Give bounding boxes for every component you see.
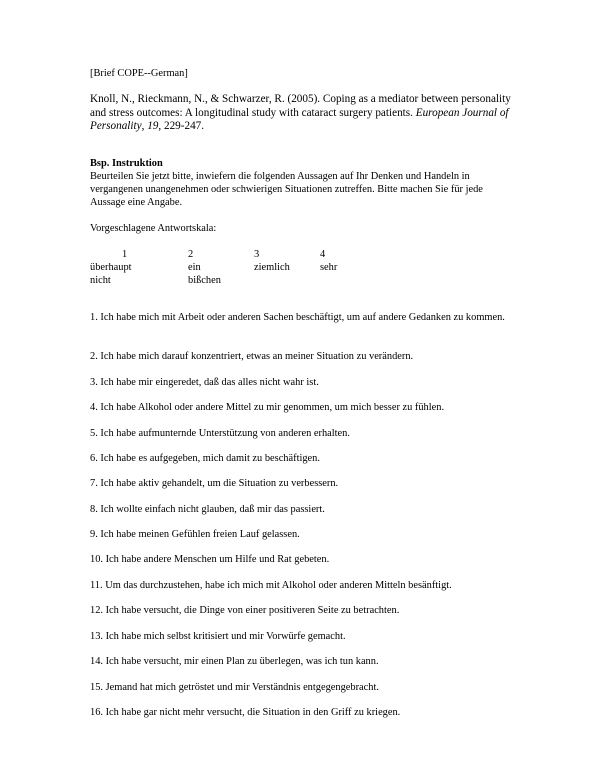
scale-option-2 [188, 248, 221, 287]
item-2: 2. Ich habe mich darauf konzentriert, etwas an meiner Situation zu verändern. [90, 351, 414, 362]
citation [90, 93, 520, 134]
scale-option-3 [254, 248, 290, 274]
item-9: 9. Ich habe meinen Gefühlen freien Lauf gelassen. [90, 529, 300, 540]
item-14: 14. Ich habe versucht, mir einen Plan zu überlegen, was ich tun kann. [90, 656, 379, 667]
scale-label-line1: sehr [320, 262, 338, 273]
item-16: 16. Ich habe gar nicht mehr versucht, die Situation in den Griff zu kriegen. [90, 707, 401, 718]
citation-journal: European Journal of Personality [90, 106, 509, 133]
scale-number: 4 [320, 249, 326, 260]
scale-label-line1: ziemlich [254, 262, 290, 273]
scale-label-line2: bißchen [188, 275, 221, 286]
scale-label: Vorgeschlagene Antwortskala: [90, 223, 217, 234]
item-5: 5. Ich habe aufmunternde Unterstützung von anderen erhalten. [90, 428, 350, 439]
instruction-text: Beurteilen Sie jetzt bitte, inwiefern die folgenden Aussagen auf Ihr Denken und Handeln in vergangenen unangenehmen oder schwierigen Situationen zutreffen. Bitte machen Sie für jede Aussage eine Angabe. [90, 171, 483, 208]
scale-option-4 [320, 248, 337, 274]
item-3: 3. Ich habe mir eingeredet, daß das alles nicht wahr ist. [90, 377, 319, 388]
item-7: 7. Ich habe aktiv gehandelt, um die Situation zu verbessern. [90, 478, 339, 489]
citation-pages: , 229-247. [158, 120, 205, 133]
item-10: 10. Ich habe andere Menschen um Hilfe und Rat gebeten. [90, 554, 330, 565]
citation-authors: Knoll, N., Rieckmann, N., & Schwarzer, R. (2005). Coping as a mediator between personality and stress outcomes: A longitudinal study with cataract surgery patients. [90, 93, 511, 119]
scale-number: 3 [254, 249, 260, 260]
item-15: 15. Jemand hat mich getröstet und mir Verständnis entgegengebracht. [90, 682, 379, 693]
scale-number: 1 [122, 249, 128, 260]
item-13: 13. Ich habe mich selbst kritisiert und mir Vorwürfe gemacht. [90, 631, 346, 642]
scale-label-line1: überhaupt [90, 262, 132, 273]
scale-label-line2: nicht [90, 275, 111, 286]
item-6: 6. Ich habe es aufgegeben, mich damit zu beschäftigen. [90, 453, 320, 464]
item-11: 11. Um das durchzustehen, habe ich mich mit Alkohol oder anderen Mitteln besänftigt. [90, 580, 452, 591]
scale-option-1 [90, 248, 132, 287]
document-header-tag: [Brief COPE--German] [90, 68, 188, 79]
item-8: 8. Ich wollte einfach nicht glauben, daß mir das passiert. [90, 504, 325, 515]
citation-separator: , [141, 120, 148, 133]
item-12: 12. Ich habe versucht, die Dinge von einer positiveren Seite zu betrachten. [90, 605, 400, 616]
scale-number: 2 [188, 249, 194, 260]
item-4: 4. Ich habe Alkohol oder andere Mittel zu mir genommen, um mich besser zu fühlen. [90, 402, 445, 413]
scale-label-line1: ein [188, 262, 201, 273]
citation-volume: 19 [147, 120, 159, 133]
item-1: 1. Ich habe mich mit Arbeit oder anderen Sachen beschäftigt, um auf andere Gedanken zu kommen. [90, 312, 505, 323]
instruction-heading: Bsp. Instruktion [90, 158, 163, 169]
